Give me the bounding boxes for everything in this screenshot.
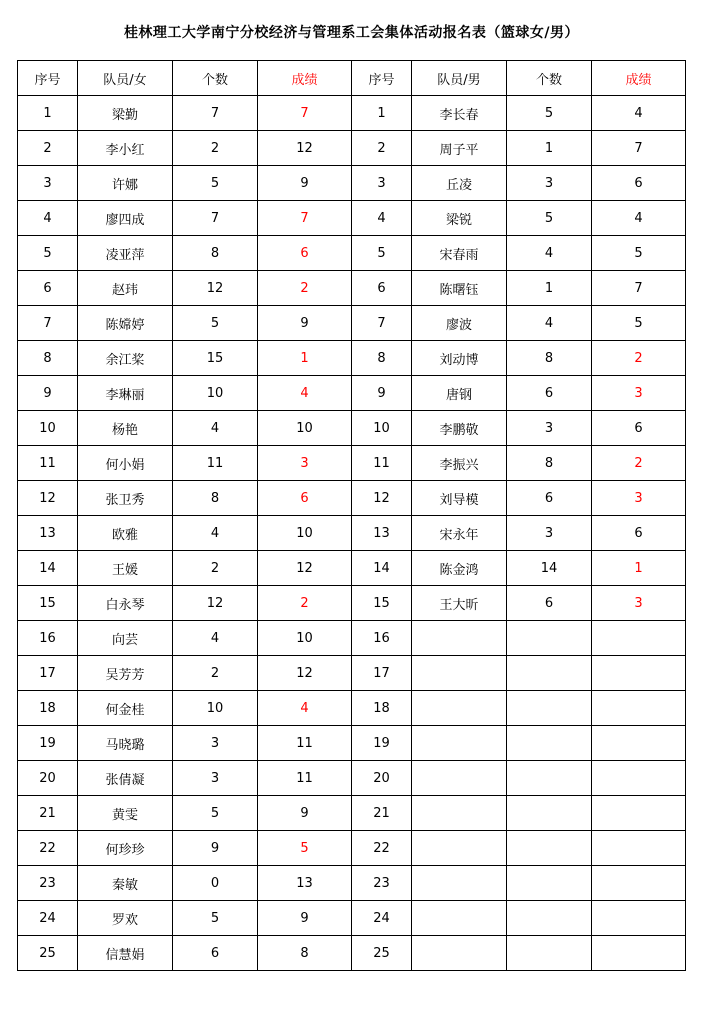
cell-score-female: 10 bbox=[258, 516, 352, 551]
cell-index-male: 24 bbox=[352, 901, 412, 936]
cell-name-male: 陈金鸿 bbox=[412, 551, 507, 586]
cell-index-male: 19 bbox=[352, 726, 412, 761]
cell-score-male bbox=[592, 936, 686, 971]
cell-index-male: 1 bbox=[352, 96, 412, 131]
cell-count-female: 2 bbox=[173, 551, 258, 586]
cell-name-female: 张卫秀 bbox=[78, 481, 173, 516]
cell-count-male: 8 bbox=[507, 341, 592, 376]
table-row bbox=[18, 691, 686, 726]
cell-count-female: 2 bbox=[173, 131, 258, 166]
cell-index-male: 4 bbox=[352, 201, 412, 236]
table-row bbox=[18, 831, 686, 866]
cell-score-male: 5 bbox=[592, 236, 686, 271]
cell-score-female: 2 bbox=[258, 271, 352, 306]
cell-score-male bbox=[592, 761, 686, 796]
cell-count-male: 5 bbox=[507, 96, 592, 131]
cell-score-male bbox=[592, 901, 686, 936]
table-row bbox=[18, 411, 686, 446]
cell-score-male: 1 bbox=[592, 551, 686, 586]
cell-score-female: 7 bbox=[258, 201, 352, 236]
cell-index-male: 18 bbox=[352, 691, 412, 726]
table-row bbox=[18, 586, 686, 621]
cell-index-male: 5 bbox=[352, 236, 412, 271]
cell-count-male: 3 bbox=[507, 411, 592, 446]
table-row bbox=[18, 481, 686, 516]
cell-index-female: 11 bbox=[18, 446, 78, 481]
cell-index-female: 22 bbox=[18, 831, 78, 866]
cell-name-female: 王媛 bbox=[78, 551, 173, 586]
cell-index-female: 4 bbox=[18, 201, 78, 236]
cell-index-male: 22 bbox=[352, 831, 412, 866]
cell-index-female: 8 bbox=[18, 341, 78, 376]
cell-score-female: 9 bbox=[258, 796, 352, 831]
column-header-score-male: 成绩 bbox=[592, 61, 686, 96]
column-header-count-male: 个数 bbox=[507, 61, 592, 96]
cell-index-male: 23 bbox=[352, 866, 412, 901]
cell-index-male: 7 bbox=[352, 306, 412, 341]
cell-name-male: 王大昕 bbox=[412, 586, 507, 621]
table-row bbox=[18, 341, 686, 376]
cell-name-female: 陈嫦婷 bbox=[78, 306, 173, 341]
cell-name-male: 陈曙钰 bbox=[412, 271, 507, 306]
cell-score-female: 1 bbox=[258, 341, 352, 376]
cell-score-female: 8 bbox=[258, 936, 352, 971]
cell-score-female: 3 bbox=[258, 446, 352, 481]
cell-name-male bbox=[412, 901, 507, 936]
cell-name-male: 廖波 bbox=[412, 306, 507, 341]
cell-count-female: 11 bbox=[173, 446, 258, 481]
cell-name-female: 张倩凝 bbox=[78, 761, 173, 796]
cell-count-male: 4 bbox=[507, 236, 592, 271]
cell-count-male bbox=[507, 901, 592, 936]
cell-score-male: 3 bbox=[592, 376, 686, 411]
cell-count-female: 3 bbox=[173, 726, 258, 761]
cell-score-female: 6 bbox=[258, 236, 352, 271]
cell-name-female: 凌亚萍 bbox=[78, 236, 173, 271]
cell-index-female: 6 bbox=[18, 271, 78, 306]
cell-name-male: 刘动博 bbox=[412, 341, 507, 376]
cell-name-female: 赵玮 bbox=[78, 271, 173, 306]
cell-index-female: 10 bbox=[18, 411, 78, 446]
cell-score-female: 5 bbox=[258, 831, 352, 866]
cell-count-male: 6 bbox=[507, 376, 592, 411]
cell-name-male bbox=[412, 621, 507, 656]
cell-index-male: 14 bbox=[352, 551, 412, 586]
cell-count-female: 8 bbox=[173, 481, 258, 516]
cell-score-male: 2 bbox=[592, 341, 686, 376]
column-header-name-female: 队员/女 bbox=[78, 61, 173, 96]
cell-index-female: 14 bbox=[18, 551, 78, 586]
cell-score-male: 7 bbox=[592, 271, 686, 306]
cell-count-female: 8 bbox=[173, 236, 258, 271]
cell-name-male bbox=[412, 691, 507, 726]
table-row bbox=[18, 551, 686, 586]
cell-name-male: 梁锐 bbox=[412, 201, 507, 236]
table-row bbox=[18, 271, 686, 306]
cell-index-female: 18 bbox=[18, 691, 78, 726]
table-row bbox=[18, 96, 686, 131]
cell-count-female: 10 bbox=[173, 691, 258, 726]
cell-score-female: 2 bbox=[258, 586, 352, 621]
column-header-index-male: 序号 bbox=[352, 61, 412, 96]
cell-count-female: 7 bbox=[173, 96, 258, 131]
cell-index-female: 7 bbox=[18, 306, 78, 341]
cell-score-female: 9 bbox=[258, 306, 352, 341]
cell-score-female: 11 bbox=[258, 726, 352, 761]
cell-name-female: 何金桂 bbox=[78, 691, 173, 726]
cell-name-female: 向芸 bbox=[78, 621, 173, 656]
cell-count-female: 4 bbox=[173, 516, 258, 551]
table-row bbox=[18, 306, 686, 341]
cell-score-male: 2 bbox=[592, 446, 686, 481]
cell-count-male bbox=[507, 656, 592, 691]
table-row bbox=[18, 621, 686, 656]
cell-name-male bbox=[412, 656, 507, 691]
cell-name-female: 余江桨 bbox=[78, 341, 173, 376]
cell-name-female: 马晓璐 bbox=[78, 726, 173, 761]
cell-index-female: 23 bbox=[18, 866, 78, 901]
cell-index-female: 9 bbox=[18, 376, 78, 411]
cell-index-female: 2 bbox=[18, 131, 78, 166]
column-header-index-female: 序号 bbox=[18, 61, 78, 96]
cell-name-male: 宋永年 bbox=[412, 516, 507, 551]
cell-count-female: 5 bbox=[173, 306, 258, 341]
cell-name-female: 何小娟 bbox=[78, 446, 173, 481]
cell-score-female: 6 bbox=[258, 481, 352, 516]
cell-name-male bbox=[412, 726, 507, 761]
cell-name-female: 信慧娟 bbox=[78, 936, 173, 971]
cell-score-male bbox=[592, 831, 686, 866]
cell-index-male: 17 bbox=[352, 656, 412, 691]
cell-count-male: 14 bbox=[507, 551, 592, 586]
cell-index-male: 25 bbox=[352, 936, 412, 971]
cell-index-female: 13 bbox=[18, 516, 78, 551]
cell-count-male bbox=[507, 866, 592, 901]
table-row bbox=[18, 866, 686, 901]
cell-index-female: 17 bbox=[18, 656, 78, 691]
cell-name-female: 黄雯 bbox=[78, 796, 173, 831]
cell-name-female: 罗欢 bbox=[78, 901, 173, 936]
table-header-row bbox=[18, 61, 686, 96]
table-row bbox=[18, 201, 686, 236]
cell-count-female: 12 bbox=[173, 271, 258, 306]
cell-score-female: 12 bbox=[258, 551, 352, 586]
cell-score-male bbox=[592, 796, 686, 831]
cell-count-female: 12 bbox=[173, 586, 258, 621]
cell-count-female: 2 bbox=[173, 656, 258, 691]
cell-count-female: 7 bbox=[173, 201, 258, 236]
cell-index-male: 10 bbox=[352, 411, 412, 446]
cell-index-male: 3 bbox=[352, 166, 412, 201]
cell-name-male bbox=[412, 866, 507, 901]
cell-count-male: 1 bbox=[507, 271, 592, 306]
cell-name-male: 李鹏敬 bbox=[412, 411, 507, 446]
cell-score-male: 5 bbox=[592, 306, 686, 341]
cell-count-male: 6 bbox=[507, 481, 592, 516]
cell-name-female: 欧雅 bbox=[78, 516, 173, 551]
cell-index-male: 11 bbox=[352, 446, 412, 481]
cell-index-male: 16 bbox=[352, 621, 412, 656]
cell-score-male bbox=[592, 656, 686, 691]
cell-name-female: 廖四成 bbox=[78, 201, 173, 236]
cell-count-female: 10 bbox=[173, 376, 258, 411]
cell-index-male: 21 bbox=[352, 796, 412, 831]
cell-count-male: 4 bbox=[507, 306, 592, 341]
cell-score-female: 9 bbox=[258, 901, 352, 936]
cell-count-female: 9 bbox=[173, 831, 258, 866]
cell-score-male: 7 bbox=[592, 131, 686, 166]
cell-score-male: 6 bbox=[592, 166, 686, 201]
cell-index-female: 12 bbox=[18, 481, 78, 516]
cell-score-male bbox=[592, 866, 686, 901]
cell-index-male: 12 bbox=[352, 481, 412, 516]
cell-name-female: 秦敏 bbox=[78, 866, 173, 901]
page-title: 桂林理工大学南宁分校经济与管理系工会集体活动报名表（篮球女/男） bbox=[123, 25, 580, 41]
table-row bbox=[18, 936, 686, 971]
table-body bbox=[18, 96, 686, 971]
table-row bbox=[18, 516, 686, 551]
cell-index-female: 20 bbox=[18, 761, 78, 796]
cell-count-male bbox=[507, 691, 592, 726]
table-row bbox=[18, 901, 686, 936]
cell-name-female: 吴芳芳 bbox=[78, 656, 173, 691]
cell-count-male: 3 bbox=[507, 166, 592, 201]
cell-count-female: 5 bbox=[173, 166, 258, 201]
cell-score-male: 4 bbox=[592, 96, 686, 131]
cell-index-female: 15 bbox=[18, 586, 78, 621]
cell-index-male: 20 bbox=[352, 761, 412, 796]
cell-count-female: 5 bbox=[173, 901, 258, 936]
cell-score-female: 4 bbox=[258, 691, 352, 726]
table-row bbox=[18, 796, 686, 831]
cell-name-female: 杨艳 bbox=[78, 411, 173, 446]
table-row bbox=[18, 166, 686, 201]
cell-score-male: 6 bbox=[592, 516, 686, 551]
cell-name-male bbox=[412, 936, 507, 971]
cell-name-male: 李振兴 bbox=[412, 446, 507, 481]
cell-name-male: 李长春 bbox=[412, 96, 507, 131]
cell-count-male bbox=[507, 726, 592, 761]
cell-count-male bbox=[507, 831, 592, 866]
cell-name-female: 李琳丽 bbox=[78, 376, 173, 411]
cell-count-female: 5 bbox=[173, 796, 258, 831]
table-row bbox=[18, 726, 686, 761]
cell-count-female: 4 bbox=[173, 621, 258, 656]
cell-count-female: 4 bbox=[173, 411, 258, 446]
cell-score-male: 3 bbox=[592, 481, 686, 516]
cell-name-male bbox=[412, 761, 507, 796]
cell-count-female: 15 bbox=[173, 341, 258, 376]
cell-index-female: 1 bbox=[18, 96, 78, 131]
cell-score-male bbox=[592, 726, 686, 761]
cell-count-male: 1 bbox=[507, 131, 592, 166]
cell-count-male bbox=[507, 761, 592, 796]
cell-index-male: 9 bbox=[352, 376, 412, 411]
cell-score-male: 6 bbox=[592, 411, 686, 446]
cell-score-male bbox=[592, 621, 686, 656]
cell-index-female: 16 bbox=[18, 621, 78, 656]
cell-count-female: 6 bbox=[173, 936, 258, 971]
cell-name-male: 丘凌 bbox=[412, 166, 507, 201]
column-header-name-male: 队员/男 bbox=[412, 61, 507, 96]
cell-name-male: 周子平 bbox=[412, 131, 507, 166]
column-header-count-female: 个数 bbox=[173, 61, 258, 96]
cell-count-female: 3 bbox=[173, 761, 258, 796]
table-row bbox=[18, 761, 686, 796]
cell-score-female: 10 bbox=[258, 411, 352, 446]
table-row bbox=[18, 376, 686, 411]
table-row bbox=[18, 236, 686, 271]
table-row bbox=[18, 656, 686, 691]
cell-index-female: 5 bbox=[18, 236, 78, 271]
cell-score-female: 11 bbox=[258, 761, 352, 796]
cell-name-female: 许娜 bbox=[78, 166, 173, 201]
cell-name-female: 白永琴 bbox=[78, 586, 173, 621]
cell-count-male: 8 bbox=[507, 446, 592, 481]
cell-index-female: 3 bbox=[18, 166, 78, 201]
cell-index-female: 24 bbox=[18, 901, 78, 936]
cell-score-male bbox=[592, 691, 686, 726]
cell-name-male bbox=[412, 796, 507, 831]
cell-count-male bbox=[507, 621, 592, 656]
cell-name-female: 李小红 bbox=[78, 131, 173, 166]
cell-count-female: 0 bbox=[173, 866, 258, 901]
table-row bbox=[18, 131, 686, 166]
cell-score-male: 3 bbox=[592, 586, 686, 621]
cell-score-female: 4 bbox=[258, 376, 352, 411]
cell-count-male: 3 bbox=[507, 516, 592, 551]
cell-index-male: 2 bbox=[352, 131, 412, 166]
cell-index-female: 21 bbox=[18, 796, 78, 831]
cell-count-male bbox=[507, 796, 592, 831]
cell-score-female: 13 bbox=[258, 866, 352, 901]
cell-index-male: 13 bbox=[352, 516, 412, 551]
cell-name-male bbox=[412, 831, 507, 866]
cell-name-male: 唐钢 bbox=[412, 376, 507, 411]
cell-count-male: 6 bbox=[507, 586, 592, 621]
cell-name-female: 梁勤 bbox=[78, 96, 173, 131]
cell-score-female: 10 bbox=[258, 621, 352, 656]
cell-index-male: 6 bbox=[352, 271, 412, 306]
cell-score-female: 12 bbox=[258, 656, 352, 691]
cell-index-female: 19 bbox=[18, 726, 78, 761]
cell-name-male: 刘导模 bbox=[412, 481, 507, 516]
cell-score-female: 7 bbox=[258, 96, 352, 131]
table-row bbox=[18, 446, 686, 481]
cell-index-male: 15 bbox=[352, 586, 412, 621]
cell-score-male: 4 bbox=[592, 201, 686, 236]
cell-name-male: 宋春雨 bbox=[412, 236, 507, 271]
signup-table bbox=[17, 60, 686, 971]
cell-index-male: 8 bbox=[352, 341, 412, 376]
cell-score-female: 9 bbox=[258, 166, 352, 201]
column-header-score-female: 成绩 bbox=[258, 61, 352, 96]
cell-index-female: 25 bbox=[18, 936, 78, 971]
cell-count-male: 5 bbox=[507, 201, 592, 236]
cell-score-female: 12 bbox=[258, 131, 352, 166]
cell-count-male bbox=[507, 936, 592, 971]
cell-name-female: 何珍珍 bbox=[78, 831, 173, 866]
